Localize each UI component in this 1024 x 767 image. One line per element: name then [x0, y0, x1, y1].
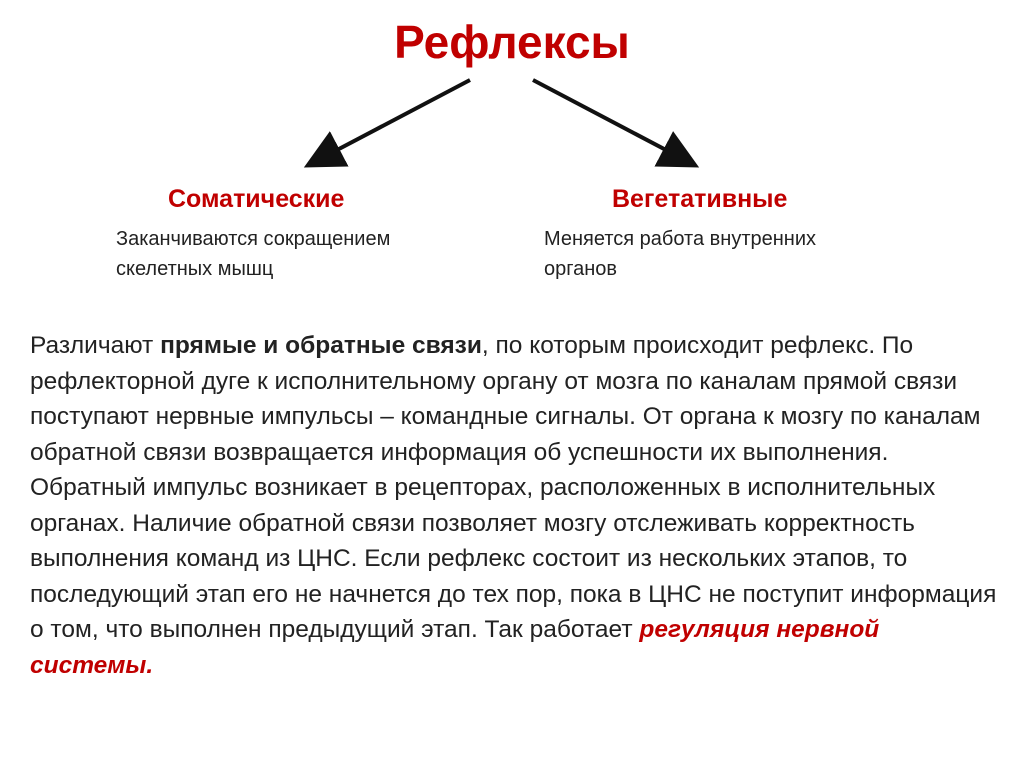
branch-description-line: органов: [544, 258, 618, 280]
paragraph-accent-phrase: регуляция нервной системы.: [30, 616, 880, 679]
branch-description-line: Меняется работа внутренних: [544, 228, 817, 250]
branch-description-line: Заканчиваются сокращением: [116, 228, 391, 250]
paragraph-body: , по которым происходит рефлекс. По рефлекторной дуге к исполнительному органу от мозга по каналам прямой связи поступают нервные импульсы – командные сигналы. От органа к мозгу по каналам обратной связи возвращается информация об успешности их выполнения. Обратный импульс возникает в рецепторах, расположенных в исполнительных органах. Наличие обратной связи позволяет мозгу отслеживать корректность выполнения команд из ЦНС. Если рефлекс состоит из нескольких этапов, то последующий этап его не начнется до тех пор, пока в ЦНС не поступит информация о том, что выполнен предыдущий этап. Так работает: [30, 332, 997, 643]
arrow-right: [533, 80, 685, 160]
branch-title-vegetative: Вегетативные: [612, 185, 788, 213]
paragraph-intro: Различают: [30, 332, 161, 359]
main-paragraph: [30, 328, 1005, 683]
branch-description-somatic: [116, 224, 456, 284]
branch-description-vegetative: [544, 224, 884, 284]
branch-title-somatic: Соматические: [168, 185, 345, 213]
branch-description-line: скелетных мышц: [116, 258, 274, 280]
paragraph-bold-phrase: прямые и обратные связи: [160, 332, 482, 359]
branch-arrows: [0, 0, 1024, 200]
slide-title: Рефлексы: [394, 16, 630, 68]
arrow-left: [318, 80, 470, 160]
